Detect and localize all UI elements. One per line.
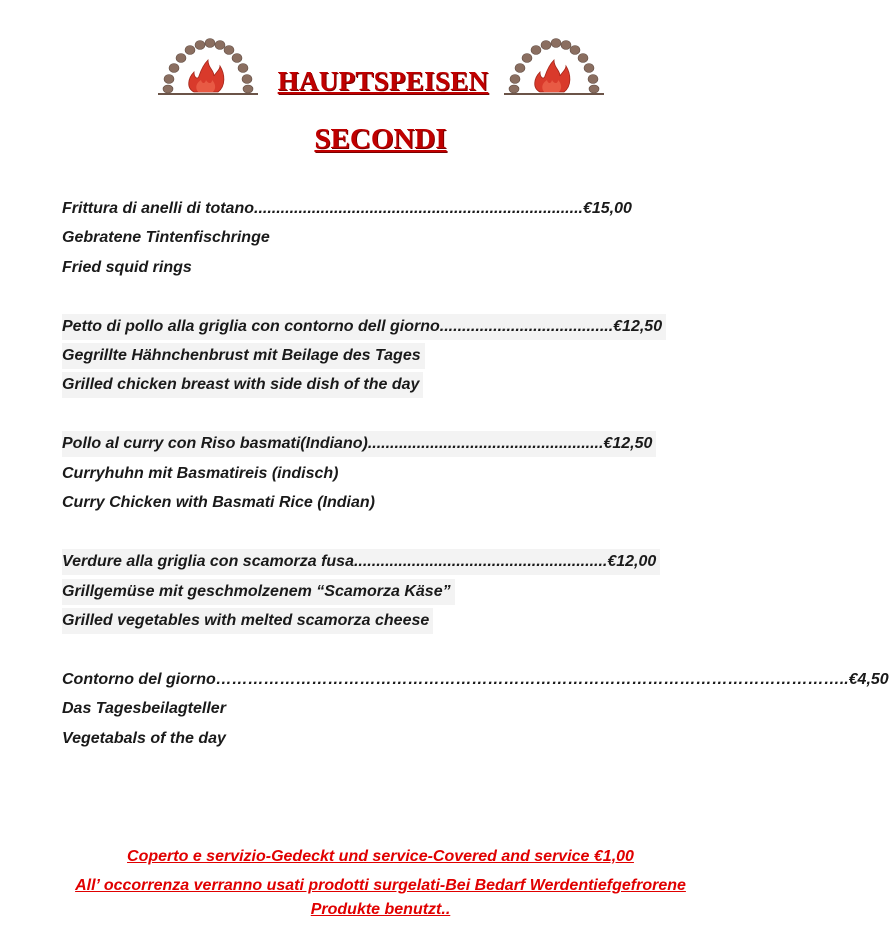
- item-english-name: Grilled chicken breast with side dish of the day: [62, 372, 423, 398]
- menu-header: [0, 30, 761, 100]
- item-english-name: Grilled vegetables with melted scamorza cheese: [62, 608, 433, 634]
- item-german-name: Das Tagesbeilagteller: [62, 700, 226, 717]
- item-italian-name: Frittura di anelli di totano..........................................................................€15,00: [62, 200, 632, 217]
- item-german-name: Grillgemüse mit geschmolzenem “Scamorza Käse”: [62, 579, 455, 605]
- oven-flame-icon: [158, 34, 258, 96]
- item-english-name: Curry Chicken with Basmati Rice (Indian): [62, 494, 375, 511]
- cover-charge-notice: Coperto e servizio-Gedeckt und service-Covered and service €1,00: [127, 848, 634, 865]
- item-english-name: Vegetabals of the day: [62, 730, 226, 747]
- frozen-products-notice-continued: Produkte benutzt..: [310, 901, 451, 918]
- oven-flame-icon: [504, 34, 604, 96]
- item-italian-name: Petto di pollo alla griglia con contorno dell giorno.......................................€12,50: [62, 314, 666, 340]
- menu-title: HAUPTSPEISEN: [277, 66, 489, 96]
- item-english-name: Fried squid rings: [62, 259, 192, 276]
- item-german-name: Curryhuhn mit Basmatireis (indisch): [62, 465, 339, 482]
- frozen-products-notice: All’ occorrenza verranno usati prodotti surgelati-Bei Bedarf Werdentiefgefrorene: [75, 877, 686, 894]
- item-german-name: Gebratene Tintenfischringe: [62, 229, 270, 246]
- item-italian-name: Verdure alla griglia con scamorza fusa.........................................................€12,00: [62, 549, 660, 575]
- item-german-name: Gegrillte Hähnchenbrust mit Beilage des Tages: [62, 343, 425, 369]
- menu-subtitle: SECONDI: [314, 123, 447, 155]
- item-italian-name: Contorno del giorno………………………………………………………………………………………………………..€4,50: [62, 671, 889, 688]
- item-italian-name: Pollo al curry con Riso basmati(Indiano).....................................................€12,50: [62, 431, 656, 457]
